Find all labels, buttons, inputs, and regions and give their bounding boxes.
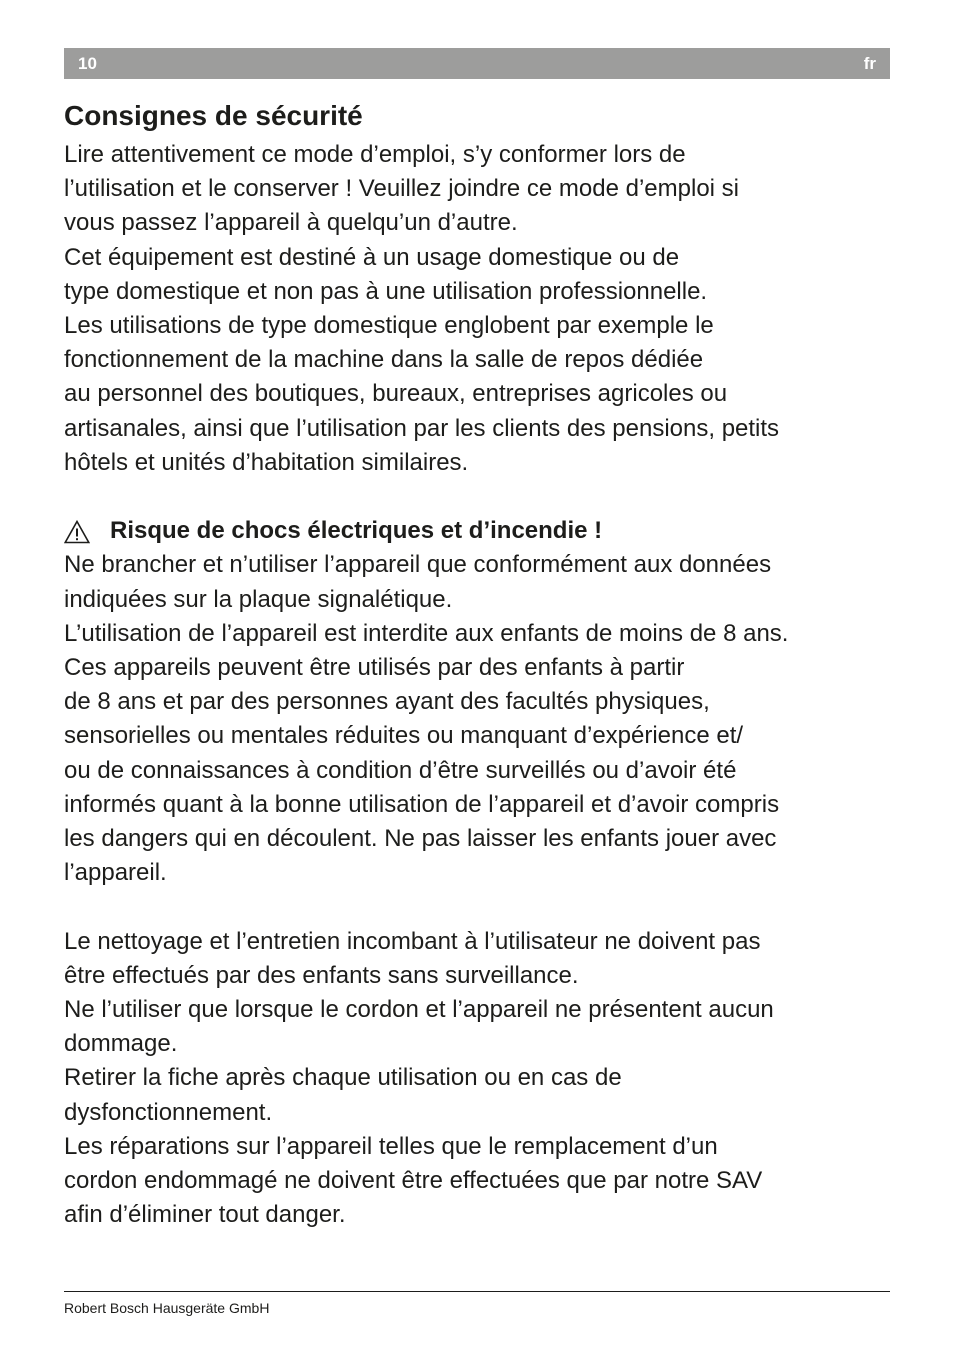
text-line: dommage. bbox=[64, 1030, 178, 1058]
text-line: Le nettoyage et l’entretien incombant à l’utilisateur ne doivent pas bbox=[64, 927, 761, 955]
page-header-bar bbox=[64, 48, 890, 79]
text-line: Les réparations sur l’appareil telles que le remplacement d’un bbox=[64, 1132, 718, 1160]
warning-paragraph bbox=[64, 548, 896, 890]
warning-triangle-icon bbox=[64, 520, 90, 544]
warning-heading-text: Risque de chocs électriques et d’incendie ! bbox=[110, 517, 603, 545]
warning-heading bbox=[64, 514, 896, 548]
text-line: sensorielles ou mentales réduites ou manquant d’expérience et/ bbox=[64, 722, 744, 750]
text-line: Retirer la fiche après chaque utilisation ou en cas de bbox=[64, 1064, 622, 1092]
text-line: Les utilisations de type domestique englobent par exemple le bbox=[64, 312, 714, 340]
text-line: vous passez l’appareil à quelqu’un d’autre. bbox=[64, 209, 518, 237]
text-line: ou de connaissances à condition d’être surveillés ou d’avoir été bbox=[64, 756, 737, 784]
paragraph-gap bbox=[64, 480, 896, 514]
text-line: les dangers qui en découlent. Ne pas laisser les enfants jouer avec bbox=[64, 825, 777, 853]
text-line: artisanales, ainsi que l’utilisation par les clients des pensions, petits bbox=[64, 414, 780, 442]
text-line: Lire attentivement ce mode d’emploi, s’y conformer lors de bbox=[64, 141, 686, 168]
text-line: Ces appareils peuvent être utilisés par des enfants à partir bbox=[64, 654, 685, 682]
maintenance-paragraph bbox=[64, 925, 896, 1233]
text-line: dysfonctionnement. bbox=[64, 1098, 273, 1126]
intro-paragraph bbox=[64, 138, 896, 480]
text-line: type domestique et non pas à une utilisation professionnelle. bbox=[64, 277, 708, 305]
text-line: Cet équipement est destiné à un usage domestique ou de bbox=[64, 243, 680, 271]
text-line: fonctionnement de la machine dans la salle de repos dédiée bbox=[64, 346, 704, 374]
page-title: Consignes de sécurité bbox=[64, 100, 363, 131]
text-line: afin d’éliminer tout danger. bbox=[64, 1201, 346, 1229]
text-line: Ne brancher et n’utiliser l’appareil que conformément aux données bbox=[64, 551, 772, 579]
text-line: au personnel des boutiques, bureaux, entreprises agricoles ou bbox=[64, 380, 728, 408]
text-line: indiquées sur la plaque signalétique. bbox=[64, 585, 453, 613]
text-line: cordon endommagé ne doivent être effectuées que par notre SAV bbox=[64, 1167, 763, 1195]
text-line: informés quant à la bonne utilisation de l’appareil et d’avoir compris bbox=[64, 790, 780, 818]
text-line: hôtels et unités d’habitation similaires. bbox=[64, 448, 469, 476]
text-line: L’utilisation de l’appareil est interdite aux enfants de moins de 8 ans. bbox=[64, 619, 789, 647]
text-line: être effectués par des enfants sans surveillance. bbox=[64, 961, 579, 989]
text-line: l’appareil. bbox=[64, 859, 167, 887]
footer-divider bbox=[64, 1291, 890, 1292]
page-number: 10 bbox=[78, 53, 97, 73]
text-line: Ne l’utiliser que lorsque le cordon et l’appareil ne présentent aucun bbox=[64, 996, 774, 1024]
paragraph-gap bbox=[64, 890, 896, 924]
language-code: fr bbox=[863, 53, 876, 73]
footer-company: Robert Bosch Hausgeräte GmbH bbox=[64, 1300, 270, 1316]
text-line: l’utilisation et le conserver ! Veuillez joindre ce mode d’emploi si bbox=[64, 175, 739, 203]
text-line: de 8 ans et par des personnes ayant des facultés physiques, bbox=[64, 688, 710, 716]
page-content bbox=[64, 94, 896, 1232]
